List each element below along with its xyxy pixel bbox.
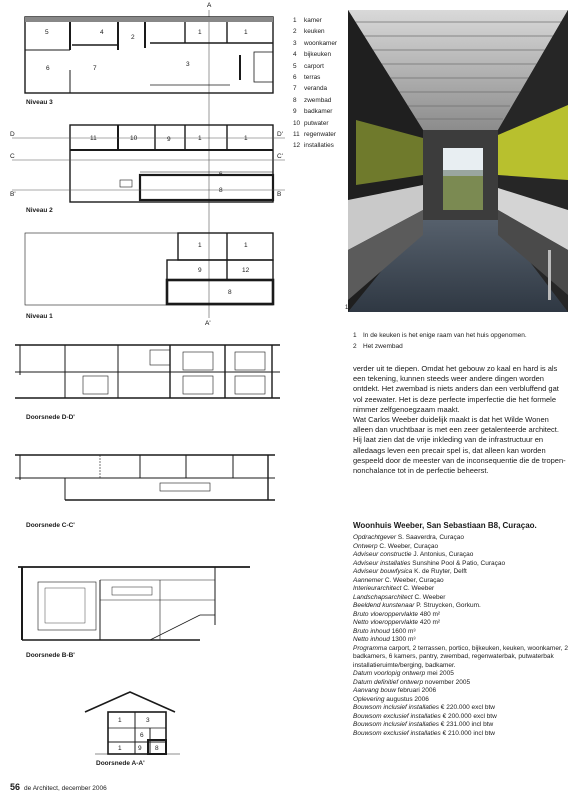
credit-row: Bouwsom exclusief installaties € 210.000 incl btw: [353, 729, 496, 737]
n3-room-1b: 1: [244, 29, 248, 36]
n2-room-6: 6: [219, 171, 223, 178]
n1-room-1a: 1: [198, 242, 202, 249]
label-section-aa: Doorsnede A-A': [96, 760, 145, 767]
credit-row: Adviseur constructie J. Antonius, Curaçao: [353, 551, 474, 558]
aa-room-6: 6: [140, 732, 144, 739]
n2-room-10: 10: [130, 135, 138, 142]
legend-item: 12 installaties: [293, 142, 334, 150]
label-niveau-1: Niveau 1: [26, 313, 53, 320]
credit-row: Adviseur installaties Sunshine Pool & Patio, Curaçao: [353, 559, 506, 567]
credit-row: Adviseur bouwfysica K. de Ruyter, Delft: [353, 568, 467, 575]
label-section-bb: Doorsnede B-B': [26, 652, 75, 659]
credit-row: Bouwsom inclusief installaties € 220.000 excl btw: [353, 704, 495, 711]
section-aa: [85, 692, 180, 754]
credit-row: Netto inhoud 1300 m³: [353, 636, 416, 643]
caption-item: 1 In de keuken is het enige raam van het huis opgenomen.: [353, 332, 527, 339]
page-number: 56: [10, 782, 21, 792]
marker-d-prime: D': [277, 131, 283, 138]
section-dd: [15, 345, 280, 398]
credit-row: Ontwerp C. Weeber, Curaçao: [353, 542, 439, 550]
photo-captions: [353, 330, 568, 352]
project-title: Woonhuis Weeber, San Sebastiaan B8, Curaçao.: [353, 521, 537, 530]
legend-item: 8 zwembad: [293, 96, 332, 104]
aa-room-1a: 1: [118, 717, 122, 724]
credit-row: Beeldend kunstenaar P. Struycken, Gorkum.: [353, 602, 481, 609]
marker-a-bottom: A': [205, 320, 211, 327]
legend-item: 4 bijkeuken: [293, 51, 332, 59]
n2-room-1a: 1: [198, 135, 202, 142]
page-footer: [10, 782, 107, 792]
legend-item: 2 keuken: [293, 28, 325, 36]
legend-item: 11 regenwater: [293, 131, 336, 139]
label-section-dd: Doorsnede D-D': [26, 414, 75, 421]
n3-room-1a: 1: [198, 29, 202, 36]
marker-a-top: A: [207, 2, 212, 9]
marker-b-prime: B': [10, 191, 16, 198]
credit-row: Bouwsom inclusief installaties € 231.000 incl btw: [353, 721, 494, 728]
publication-line: de Architect, december 2006: [24, 785, 107, 792]
aa-room-1b: 1: [118, 745, 122, 752]
legend-item: 1 kamer: [293, 17, 322, 24]
credit-row: Bruto inhoud 1600 m³: [353, 627, 416, 635]
label-niveau-2: Niveau 2: [26, 207, 53, 214]
kitchen-photo: [348, 10, 568, 312]
n3-room-5: 5: [45, 29, 49, 36]
legend-item: 6 terras: [293, 74, 321, 82]
legend-item: 9 badkamer: [293, 108, 333, 116]
credit-row: Interieurarchitect C. Weeber: [353, 585, 435, 592]
n2-room-8: 8: [219, 187, 223, 194]
room-legend: [293, 15, 337, 152]
n3-room-7: 7: [93, 65, 97, 72]
credit-row: Bouwsom exclusief installaties € 200.000 excl btw: [353, 712, 497, 720]
n2-room-1b: 1: [244, 135, 248, 142]
label-niveau-3: Niveau 3: [26, 99, 53, 106]
n3-room-4: 4: [100, 29, 104, 36]
legend-item: 5 carport: [293, 62, 324, 70]
credit-row: Datum voorlopig ontwerp mei 2005: [353, 670, 454, 677]
n3-room-6: 6: [46, 65, 50, 72]
legend-item: 3 woonkamer: [293, 39, 338, 47]
photo-number: 1: [345, 305, 349, 311]
n3-room-2: 2: [131, 34, 135, 41]
credit-row: Aanvang bouw februari 2006: [353, 687, 437, 694]
n2-room-11: 11: [90, 135, 97, 142]
aa-room-8: 8: [155, 745, 159, 752]
n1-room-1b: 1: [244, 242, 248, 249]
paragraph: verder uit te diepen. Omdat het gebouw zo kaal en hard is als een tekening, kunnen steeds weer andere dingen worden ontdekt. Het zwembad is niets anders dan een verbluffend gat vol zeewater. Het is deze perfecte imperfectie die het formele nimmer zelfgenoegzaam maakt.: [353, 364, 559, 414]
aa-room-9: 9: [138, 745, 142, 752]
marker-c: C: [10, 153, 15, 160]
marker-d: D: [10, 131, 15, 138]
paragraph: Wat Carlos Weeber duidelijk maakt is dat het Wilde Wonen alleen dan vruchtbaar is met een zeer getalenteerde architect. Hij laat zien dat de vrije inkleding van de infrastructuur en alledaags leven een precair spel is, dat alleen kan worden gespeeld door de meester van de inconsequentie die de tropen-nonchalance tot in de perfectie beheerst.: [353, 415, 566, 476]
aa-room-3: 3: [146, 717, 150, 724]
credit-row: Aannemer C. Weeber, Curaçao: [353, 576, 444, 584]
credit-row: Netto vloeroppervlakte 420 m²: [353, 619, 441, 626]
legend-item: 10 putwater: [293, 119, 329, 127]
credit-row: Programma carport, 2 terrassen, portico, bijkeuken, keuken, woonkamer, 2 badkamers, 6 kamers, pantry, zwembad, regenwaterbak, putwaterbak installatieruimte/berging, badkamer.: [353, 644, 568, 669]
n3-room-3: 3: [186, 61, 190, 68]
n1-room-8: 8: [228, 289, 232, 296]
label-section-cc: Doorsnede C-C': [26, 522, 75, 529]
credit-row: Datum definitief ontwerp november 2005: [353, 678, 471, 686]
legend-item: 7 veranda: [293, 85, 328, 93]
plan-niveau-1: [25, 233, 273, 305]
credit-row: Oplevering augustus 2006: [353, 695, 429, 703]
n2-room-9: 9: [167, 136, 171, 143]
section-bb: [18, 567, 250, 640]
caption-item: 2 Het zwembad: [353, 343, 403, 350]
n1-room-12: 12: [242, 267, 250, 274]
credit-row: Landschapsarchitect C. Weeber: [353, 593, 446, 601]
credit-row: Opdrachtgever S. Saaverdra, Curaçao: [353, 534, 464, 541]
marker-c-prime: C': [277, 153, 283, 160]
credit-row: Bruto vloeroppervlakte 480 m²: [353, 610, 441, 618]
marker-b: B: [277, 191, 282, 198]
article-body: [353, 364, 569, 476]
plan-niveau-2: [70, 125, 273, 202]
project-credits: [353, 534, 569, 738]
plan-niveau-3: [25, 17, 273, 93]
n1-room-9: 9: [198, 267, 202, 274]
section-cc: [15, 455, 275, 500]
